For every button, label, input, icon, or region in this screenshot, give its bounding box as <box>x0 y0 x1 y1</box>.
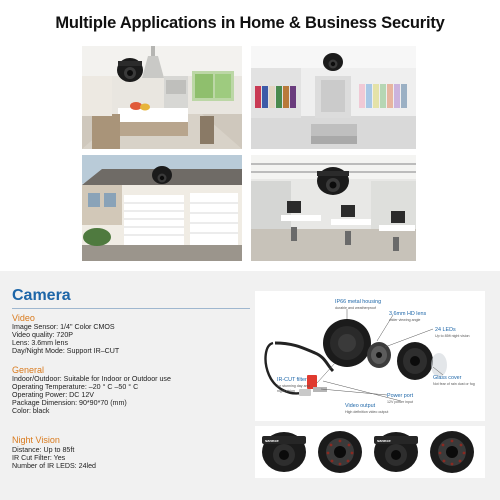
camera-thumbnail-top <box>425 428 479 476</box>
camera-thumbnail-front <box>257 428 311 476</box>
spec-title: Camera <box>12 287 71 304</box>
callout-leds-title: 24 LEDs <box>435 327 456 333</box>
callout-ircut-sub: for stunning day and night vision <box>277 384 310 393</box>
camera-diagram-drawing <box>255 291 485 421</box>
clothing-store-scene-image <box>251 46 416 149</box>
page-headline: Multiple Applications in Home & Business Security <box>55 14 445 32</box>
video-spec-line: Lens: 3.6mm lens <box>12 339 68 348</box>
video-spec-line: Day/Night Mode: Support IR–CUT <box>12 347 120 356</box>
general-spec-line: Package Dimension: 90*90*70 (mm) <box>12 399 127 408</box>
callout-lens-sub: wider viewing angle <box>389 318 421 322</box>
night-vision-spec-list <box>12 446 96 470</box>
general-spec-line: Indoor/Outdoor: Suitable for Indoor or Outdoor use <box>12 375 171 383</box>
callout-lens-title: 3.6mm HD lens <box>389 311 427 317</box>
callout-power-sub: 12V power input <box>387 400 413 404</box>
callout-video-title: Video output <box>345 403 376 409</box>
spec-title-divider <box>12 308 250 309</box>
night-vision-heading: Night Vision <box>12 435 60 445</box>
general-spec-line: Operating Temperature: –20 ° C –50 ° C <box>12 383 139 392</box>
callout-glass-title: Glass cover <box>433 375 462 381</box>
night-vision-spec-line: IR Cut Filter: Yes <box>12 454 66 463</box>
general-spec-list <box>12 375 171 415</box>
callout-housing-sub: durable and weatherproof <box>335 306 376 310</box>
brand-label: sannce <box>377 438 391 443</box>
camera-thumbnail-angled <box>313 428 367 476</box>
general-spec-line: Operating Power: DC 12V <box>12 391 95 400</box>
camera-thumbnail-row <box>255 426 485 478</box>
callout-housing-title: IP66 metal housing <box>335 299 382 305</box>
callout-video-sub: High definition video output <box>345 410 389 414</box>
video-heading: Video <box>12 313 35 323</box>
general-spec-line: Color: black <box>12 407 50 416</box>
video-spec-line: Image Sensor: 1/4" Color CMOS <box>12 323 115 331</box>
night-vision-spec-line: Distance: Up to 85ft <box>12 446 75 454</box>
general-heading: General <box>12 365 45 375</box>
video-spec-line: Video quality: 720P <box>12 331 73 340</box>
camera-thumbnail-side <box>369 428 423 476</box>
garage-scene-image <box>82 155 242 261</box>
brand-label: sannce <box>265 438 279 443</box>
kitchen-scene-image <box>82 46 242 149</box>
night-vision-spec-line: Number of IR LEDS: 24led <box>12 462 96 471</box>
office-scene-image <box>251 155 416 261</box>
video-spec-list <box>12 323 119 355</box>
callout-leds-sub: Up to 85ft night vision <box>435 334 470 338</box>
camera-diagram <box>255 291 485 421</box>
callout-glass-sub: Not fear of rain dust or fog <box>433 382 475 386</box>
callout-power-title: Power port <box>387 393 414 399</box>
callout-ircut-title: IR-CUT filter <box>277 377 307 383</box>
